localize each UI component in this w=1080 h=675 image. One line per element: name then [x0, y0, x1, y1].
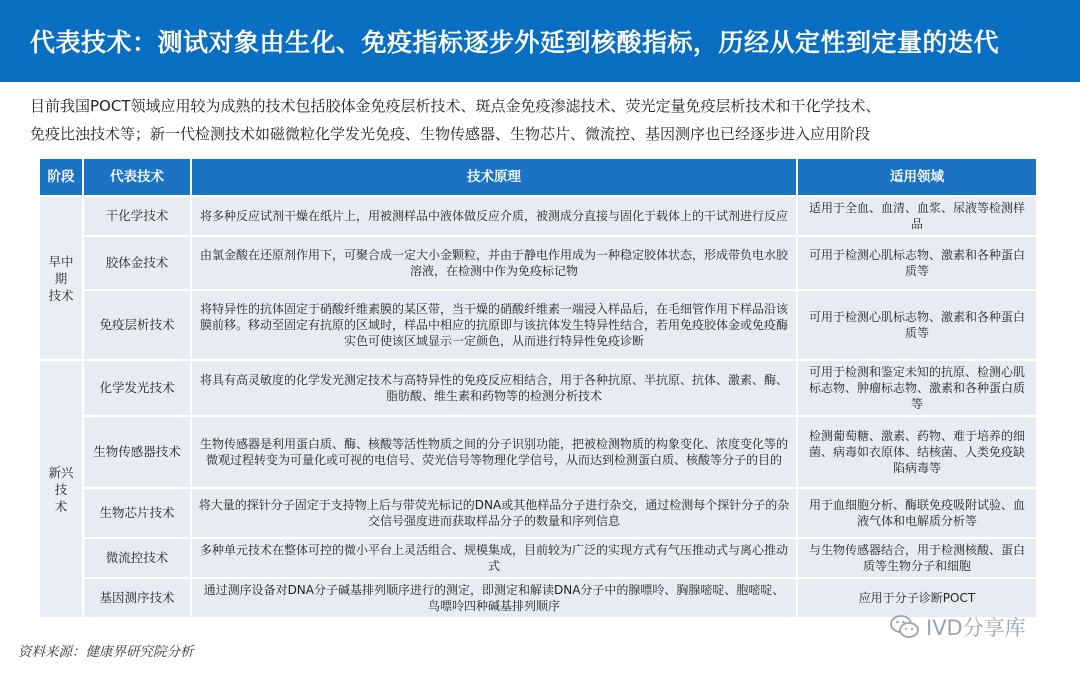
tech-name: 微流控技术 — [83, 538, 191, 578]
table-row — [39, 360, 1037, 416]
table-row — [39, 290, 1037, 360]
tech-principle: 生物传感器是利用蛋白质、酶、核酸等活性物质之间的分子识别功能，把被检测物质的构象变化、浓度变化等的微观过程转变为可量化或可视的电信号、荧光信号等物理化学信号，从而达到检测蛋白质、核酸等分子的目的 — [191, 416, 797, 488]
technology-table — [38, 157, 1038, 619]
tech-name: 干化学技术 — [83, 196, 191, 236]
header-field: 适用领域 — [797, 158, 1037, 196]
tech-name: 免疫层析技术 — [83, 290, 191, 360]
tech-field: 可用于检测和鉴定未知的抗原、检测心肌标志物、肿瘤标志物、激素和各种蛋白质等 — [797, 360, 1037, 416]
table-row — [39, 236, 1037, 290]
header-tech: 代表技术 — [83, 158, 191, 196]
tech-principle: 通过测序设备对DNA分子碱基排列顺序进行的测定，即测定和解读DNA分子中的腺嘌呤、胸腺嘧啶、胞嘧啶、鸟嘌呤四种碱基排列顺序 — [191, 578, 797, 618]
stage-early-label: 早中期 技术 — [48, 253, 74, 303]
table-header-row — [39, 158, 1037, 196]
watermark — [890, 612, 1026, 642]
header-stage: 阶段 — [39, 158, 83, 196]
intro-paragraph — [30, 92, 1060, 148]
intro-line-1: 目前我国POCT领域应用较为成熟的技术包括胶体金免疫层析技术、斑点金免疫渗滤技术、荧光定量免疫层析技术和干化学技术、 — [30, 97, 881, 115]
tech-field: 适用于全血、血清、血浆、尿液等检测样品 — [797, 196, 1037, 236]
table-row — [39, 538, 1037, 578]
table-row — [39, 416, 1037, 488]
intro-line-2: 免疫比浊技术等；新一代检测技术如磁微粒化学发光免疫、生物传感器、生物芯片、微流控、基因测序也已经逐步进入应用阶段 — [30, 125, 871, 143]
tech-name: 生物传感器技术 — [83, 416, 191, 488]
tech-name: 生物芯片技术 — [83, 488, 191, 538]
page-title: 代表技术：测试对象由生化、免疫指标逐步外延到核酸指标，历经从定性到定量的迭代 — [30, 28, 1000, 57]
tech-name: 化学发光技术 — [83, 360, 191, 416]
table-row — [39, 196, 1037, 236]
tech-name: 胶体金技术 — [83, 236, 191, 290]
stage-emerging-label: 新兴技 术 — [48, 464, 74, 514]
tech-principle: 由氯金酸在还原剂作用下，可聚合成一定大小金颗粒，并由于静电作用成为一种稳定胶体状态，形成带负电水胶溶液，在检测中作为免疫标记物 — [191, 236, 797, 290]
stage-early — [39, 196, 83, 360]
header-principle: 技术原理 — [191, 158, 797, 196]
tech-principle: 将特异性的抗体固定于硝酸纤维素膜的某区带，当干燥的硝酸纤维素一端浸入样品后，在毛细管作用下样品沿该膜前移。移动至固定有抗原的区域时，样品中相应的抗原即与该抗体发生特异性结合，若用免疫胶体金或免疫酶实色可使该区域显示一定颜色，从而进行特异性免疫诊断 — [191, 290, 797, 360]
tech-field: 与生物传感器结合，用于检测核酸、蛋白质等生物分子和细胞 — [797, 538, 1037, 578]
table-row — [39, 578, 1037, 618]
source-note: 资料来源：健康界研究院分析 — [18, 644, 194, 660]
tech-principle: 将多种反应试剂干燥在纸片上，用被测样品中液体做反应介质，被测成分直接与固化于载体上的干试剂进行反应 — [191, 196, 797, 236]
stage-emerging — [39, 360, 83, 618]
tech-principle: 将大量的探针分子固定于支持物上后与带荧光标记的DNA或其他样品分子进行杂交，通过检测每个探针分子的杂交信号强度进而获取样品分子的数量和序列信息 — [191, 488, 797, 538]
tech-field: 可用于检测心肌标志物、激素和各种蛋白质等 — [797, 236, 1037, 290]
wechat-icon — [890, 614, 920, 640]
tech-name: 基因测序技术 — [83, 578, 191, 618]
watermark-text: IVD分享库 — [926, 616, 1026, 640]
tech-field: 应用于分子诊断POCT — [797, 578, 1037, 618]
title-bar — [0, 0, 1080, 82]
tech-field: 可用于检测心肌标志物、激素和各种蛋白质等 — [797, 290, 1037, 360]
table-row — [39, 488, 1037, 538]
tech-field: 检测葡萄糖、激素、药物、难于培养的细菌、病毒如衣原体、结核菌、人类免疫缺陷病毒等 — [797, 416, 1037, 488]
tech-principle: 将具有高灵敏度的化学发光测定技术与高特异性的免疫反应相结合，用于各种抗原、半抗原、抗体、激素、酶、脂肪酸、维生素和药物等的检测分析技术 — [191, 360, 797, 416]
tech-field: 用于血细胞分析、酶联免疫吸附试验、血液气体和电解质分析等 — [797, 488, 1037, 538]
tech-principle: 多种单元技术在整体可控的微小平台上灵活组合、规模集成，目前较为广泛的实现方式有气压推动式与离心推动式 — [191, 538, 797, 578]
